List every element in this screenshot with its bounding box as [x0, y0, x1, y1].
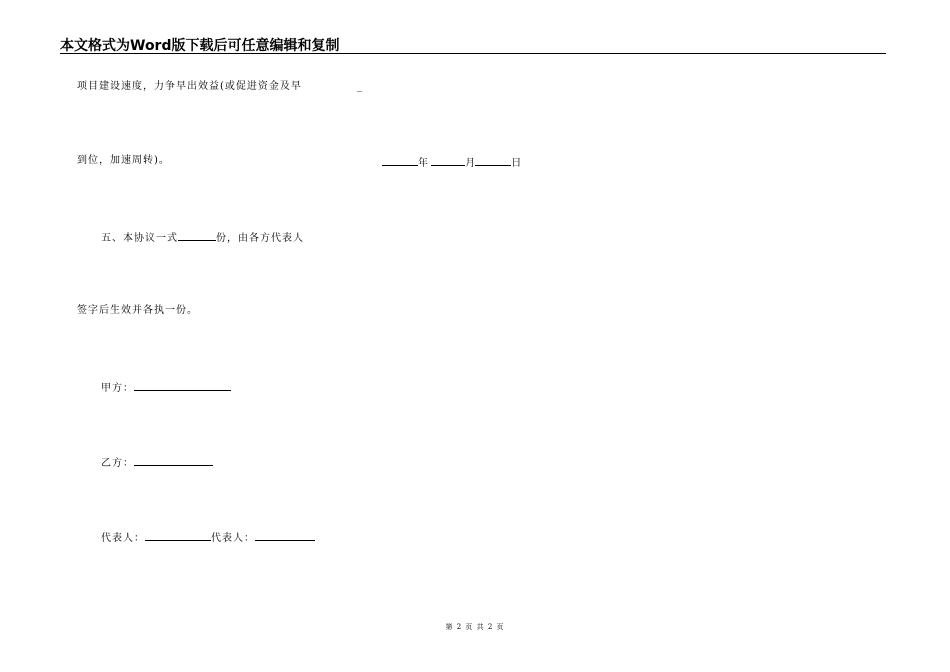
body-line-3-suffix: 份，由各方代表人	[216, 233, 304, 244]
header-divider	[60, 53, 886, 54]
year-blank	[382, 154, 418, 166]
page-footer: 第 2 页 共 2 页	[445, 623, 505, 631]
month-label: 月	[465, 158, 476, 169]
rep-label-1: 代表人：	[101, 533, 145, 544]
party-b-line	[101, 454, 213, 471]
rep-blank-1	[145, 529, 211, 541]
month-blank	[431, 154, 465, 166]
representatives-line	[101, 529, 315, 546]
party-a-label: 甲方：	[101, 383, 134, 394]
copies-blank	[178, 229, 216, 241]
party-a-blank	[134, 379, 231, 391]
body-line-1-tail: _	[357, 81, 363, 92]
body-line-2: 到位，加速周转)。	[77, 155, 170, 166]
body-line-1	[77, 80, 302, 94]
day-label: 日	[511, 158, 522, 169]
rep-blank-2	[255, 529, 315, 541]
party-b-label: 乙方：	[101, 458, 134, 469]
year-label: 年	[418, 158, 428, 169]
header-title: 本文格式为Word版下载后可任意编辑和复制	[60, 38, 340, 54]
body-line-3	[101, 229, 304, 246]
party-b-blank	[134, 454, 213, 466]
day-blank	[475, 154, 511, 166]
date-line	[382, 154, 521, 171]
body-line-4: 签字后生效并各执一份。	[77, 305, 198, 316]
body-line-1-text: 项目建设速度，力争早出效益(或促进资金及早	[77, 81, 302, 92]
body-line-3-prefix: 五、本协议一式	[101, 233, 178, 244]
rep-label-2: 代表人：	[211, 533, 255, 544]
party-a-line	[101, 379, 231, 396]
